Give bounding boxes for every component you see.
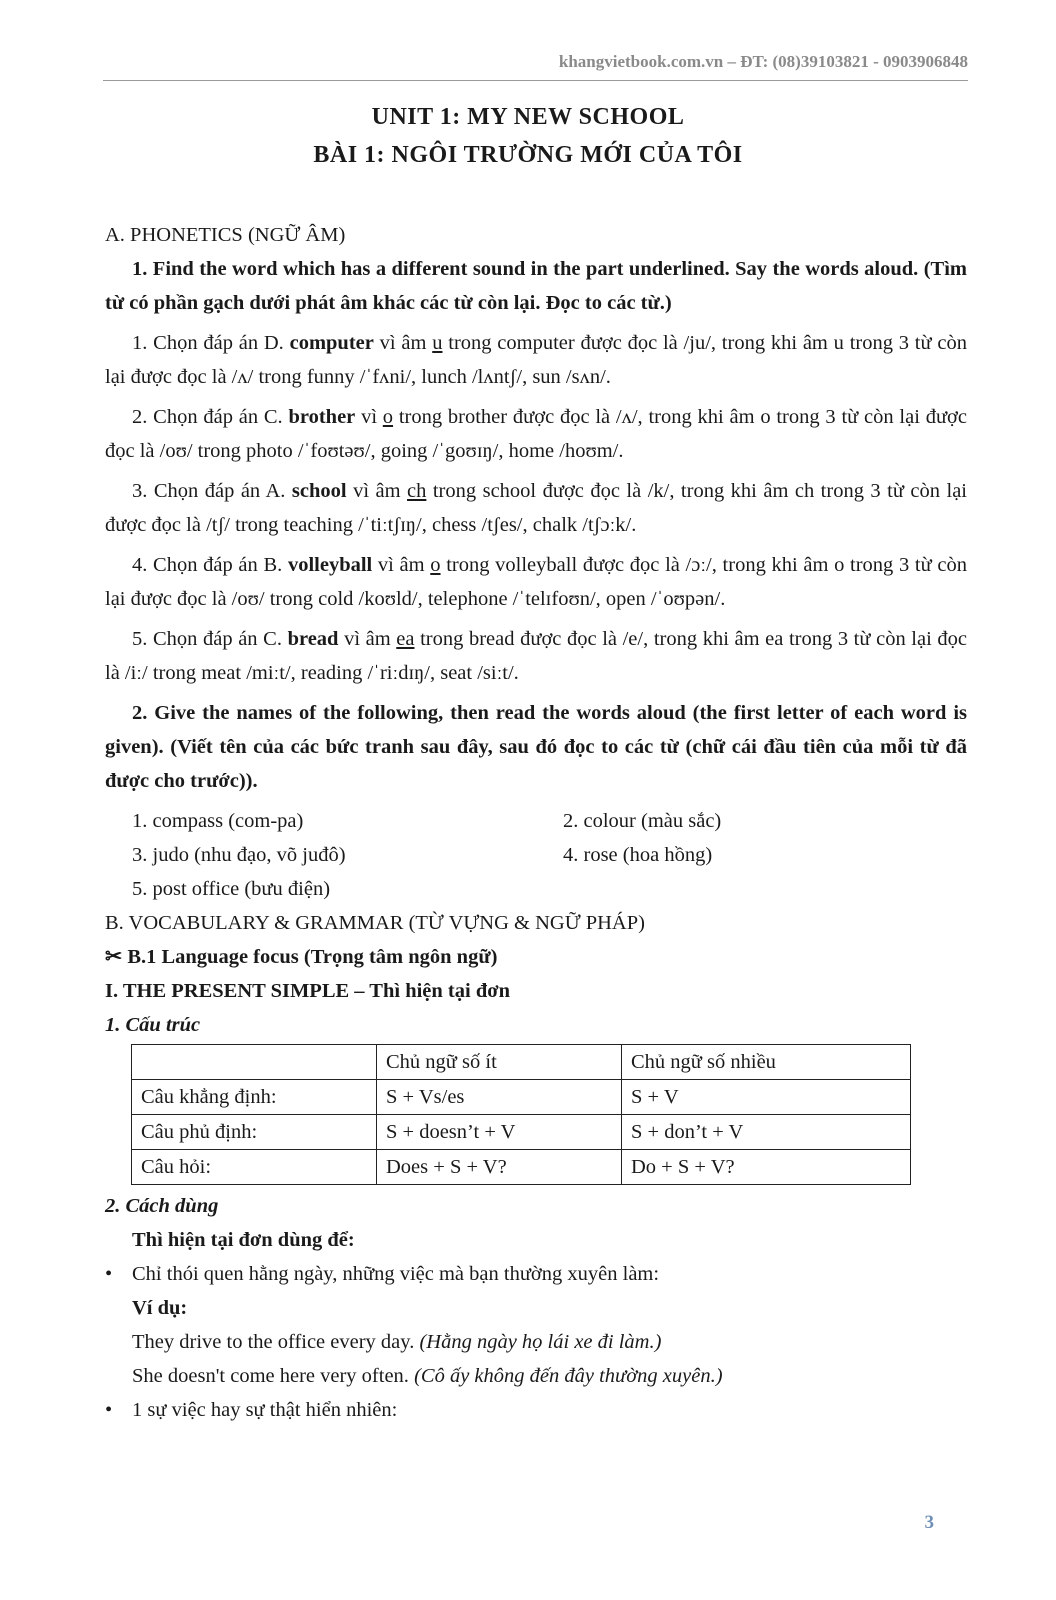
word-item: 3. judo (nhu đạo, võ juđô) xyxy=(132,844,346,866)
answer-word: school xyxy=(291,480,347,502)
answer-text: vì âm xyxy=(338,628,397,650)
section-b-heading: B. VOCABULARY & GRAMMAR (TỪ VỰNG & NGỮ PHÁP) xyxy=(105,912,645,934)
underlined-sound: o xyxy=(382,406,394,428)
table-header-row xyxy=(132,1045,911,1080)
table-cell: S + Vs/es xyxy=(377,1080,622,1115)
example-label: Ví dụ: xyxy=(132,1297,188,1319)
underlined-sound: u xyxy=(432,332,443,354)
answer-text: vì âm xyxy=(346,480,408,502)
answer-text: vì âm xyxy=(372,554,431,576)
page-header: khangvietbook.com.vn – ĐT: (08)39103821 - 0903906848 xyxy=(103,52,968,81)
answer-text: vì xyxy=(355,406,383,428)
page-number: 3 xyxy=(924,1512,934,1533)
answer-choice: 5. Chọn đáp án C. xyxy=(132,628,288,650)
table-cell: S + don’t + V xyxy=(622,1115,911,1150)
answer-explanation: trong volleyball được đọc là /ɔː/, trong khi âm o trong 3 từ còn lại được đọc là /oʊ/ trong cold /koʊld/, telephone /ˈtelɪfoʊn/, open /ˈoʊpən/. xyxy=(105,554,967,610)
answer-explanation: trong computer được đọc là /ju/, trong khi âm u trong 3 từ còn lại được đọc là /ʌ/ trong funny /ˈfʌni/, lunch /lʌntʃ/, sun /sʌn/. xyxy=(105,332,967,388)
unit-title: UNIT 1: MY NEW SCHOOL xyxy=(371,104,685,130)
table-row xyxy=(132,1150,911,1185)
answer-item xyxy=(105,622,967,690)
answer-choice: 1. Chọn đáp án D. xyxy=(132,332,290,354)
example-sentence xyxy=(105,1359,967,1393)
answer-choice: 4. Chọn đáp án B. xyxy=(132,554,288,576)
word-item: 2. colour (màu sắc) xyxy=(563,810,722,832)
word-item: 1. compass (com-pa) xyxy=(132,810,304,832)
page-content xyxy=(105,218,967,1427)
b1-heading-line xyxy=(105,940,967,974)
table-cell: Câu hỏi: xyxy=(132,1150,377,1185)
word-item: 5. post office (bưu điện) xyxy=(132,878,331,900)
answer-choice: 2. Chọn đáp án C. xyxy=(132,406,289,428)
example-translation: (Hằng ngày họ lái xe đi làm.) xyxy=(419,1331,662,1353)
table-header-cell: Chủ ngữ số ít xyxy=(377,1045,622,1080)
table-cell: Does + S + V? xyxy=(377,1150,622,1185)
answer-item xyxy=(105,400,967,468)
answer-text: vì âm xyxy=(373,332,433,354)
table-row xyxy=(132,1080,911,1115)
word-list xyxy=(105,804,967,906)
example-sentence xyxy=(105,1325,967,1359)
answer-explanation: trong brother được đọc là /ʌ/, trong khi âm o trong 3 từ còn lại được đọc là /oʊ/ trong photo /ˈfoʊtəʊ/, going /ˈgoʊɪŋ/, home /hoʊm/. xyxy=(105,406,967,462)
answer-choice: 3. Chọn đáp án A. xyxy=(132,480,292,502)
answer-explanation: trong school được đọc là /k/, trong khi âm ch trong 3 từ còn lại được đọc là /tʃ/ trong teaching /ˈtiːtʃɪŋ/, chess /tʃes/, chalk /tʃɔːk/. xyxy=(105,480,967,536)
table-header-cell xyxy=(132,1045,377,1080)
structure-table xyxy=(131,1044,911,1185)
usage-item: • Chỉ thói quen hằng ngày, những việc mà bạn thường xuyên làm: xyxy=(105,1257,967,1291)
lesson-title: BÀI 1: NGÔI TRƯỜNG MỚI CỦA TÔI xyxy=(313,142,743,168)
table-row xyxy=(132,1115,911,1150)
answer-explanation: trong bread được đọc là /e/, trong khi âm ea trong 3 từ còn lại đọc là /iː/ trong meat /miːt/, reading /ˈriːdɪŋ/, seat /siːt/. xyxy=(105,628,967,684)
b1-heading: B.1 Language focus (Trọng tâm ngôn ngữ) xyxy=(127,946,498,968)
underlined-sound: ea xyxy=(396,628,415,650)
scissors-icon: ✂ xyxy=(105,946,123,968)
answer-word: bread xyxy=(287,628,339,650)
answer-word: volleyball xyxy=(287,554,373,576)
structure-heading: 1. Cấu trúc xyxy=(105,1014,201,1036)
section-a-heading: A. PHONETICS (NGỮ ÂM) xyxy=(105,224,346,246)
usage-item: • 1 sự việc hay sự thật hiển nhiên: xyxy=(105,1393,967,1427)
table-cell: Câu phủ định: xyxy=(132,1115,377,1150)
answer-item xyxy=(105,474,967,542)
exercise-1-prompt: 1. Find the word which has a different sound in the part underlined. Say the words aloud. (Tìm từ có phần gạch dưới phát âm khác các từ còn lại. Đọc to các từ.) xyxy=(105,258,967,314)
present-simple-heading: I. THE PRESENT SIMPLE – Thì hiện tại đơn xyxy=(105,980,510,1002)
underlined-sound: ch xyxy=(407,480,427,502)
answer-word: computer xyxy=(289,332,374,354)
usage-intro: Thì hiện tại đơn dùng để: xyxy=(132,1229,355,1251)
table-header-cell: Chủ ngữ số nhiều xyxy=(622,1045,911,1080)
example-english: They drive to the office every day. xyxy=(132,1331,420,1353)
example-translation: (Cô ấy không đến đây thường xuyên.) xyxy=(414,1365,723,1387)
example-english: She doesn't come here very often. xyxy=(132,1365,415,1387)
table-cell: S + V xyxy=(622,1080,911,1115)
table-cell: Do + S + V? xyxy=(622,1150,911,1185)
answer-word: brother xyxy=(288,406,356,428)
answer-item xyxy=(105,326,967,394)
table-cell: S + doesn’t + V xyxy=(377,1115,622,1150)
exercise-2-prompt: 2. Give the names of the following, then read the words aloud (the first letter of each word is given). (Viết tên của các bức tranh sau đây, sau đó đọc to các từ (chữ cái đầu tiên của mỗi từ đã được cho trước)). xyxy=(105,702,967,792)
usage-heading: 2. Cách dùng xyxy=(105,1195,219,1217)
table-cell: Câu khẳng định: xyxy=(132,1080,377,1115)
answer-list xyxy=(105,326,967,690)
answer-item xyxy=(105,548,967,616)
word-item: 4. rose (hoa hồng) xyxy=(563,844,713,866)
underlined-sound: o xyxy=(430,554,441,576)
